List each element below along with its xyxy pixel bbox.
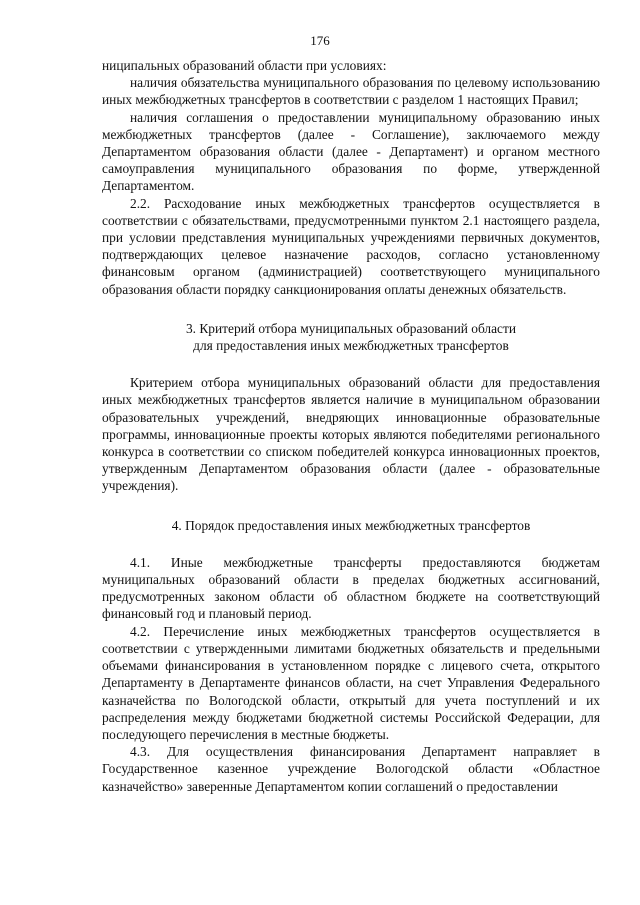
paragraph-4-3: 4.3. Для осуществления финансирования Департамент направляет в Государственное казенное учреждение Вологодской области «Областное казначейство» заверенные Департаментом копии соглашений о предоставлении [102,744,600,794]
section-gap [102,298,600,320]
paragraph-4-1: 4.1. Иные межбюджетные трансферты предоставляются бюджетам муниципальных образований области в пределах бюджетных ассигнований, предусмотренных законом области об областном бюджете на соответствующий финансовый год и плановый период. [102,554,600,622]
paragraph-condition-obligation: наличия обязательства муниципального образования по целевому использованию иных межбюджетных трансфертов в соответствии с разделом 1 настоящих Правил; [102,75,600,108]
section-gap [102,534,600,554]
paragraph-continuation: ниципальных образований области при условиях: [102,58,387,73]
paragraph-4-2: 4.2. Перечисление иных межбюджетных трансфертов осуществляется в соответствии с утвержденными лимитами бюджетных обязательств и предельными объемами финансирования в установленном порядке с лицевого счета, открытого Департаменту в Департаменте финансов области, на счет Управления Федерального казначейства по Вологодской области, открытый для учета поступлений и их распределения между бюджетами бюджетной системы Российской Федерации, для последующего перечисления в местные бюджеты. [102,623,600,742]
paragraph-condition-agreement: наличия соглашения о предоставлении муниципальному образованию иных межбюджетных трансфертов (далее - Соглашение), заключаемого между Департаментом образования области (далее - Департамент) и органом местного самоуправления муниципального образования по форме, утвержденной Департаментом. [102,109,600,194]
document-body [102,57,600,795]
section-gap [102,495,600,517]
section-3-heading-line-1: 3. Критерий отбора муниципальных образований области [185,320,517,336]
section-gap [102,354,600,374]
page-number: 176 [310,33,330,48]
section-3-paragraph: Критерием отбора муниципальных образований области для предоставления иных межбюджетных трансфертов является наличие в муниципальном образовании образовательных учреждений, внедряющих инновационные образовательные программы, инновационные проекты которых являются победителями регионального конкурса в соответствии со списком победителей конкурса инновационных проектов, утвержденным Департаментом образования области (далее - образовательные учреждения). [102,375,600,494]
section-4-heading: 4. Порядок предоставления иных межбюджетных трансфертов [171,517,531,533]
section-3-heading-line-2: для предоставления иных межбюджетных трансфертов [193,338,509,354]
paragraph-2-2: 2.2. Расходование иных межбюджетных трансфертов осуществляется в соответствии с обязательствами, предусмотренными пунктом 2.1 настоящего раздела, при условии представления муниципальных учреждениями первичных документов, подтверждающих целевое назначение расходов, согласно установленному финансовым органом (администрацией) соответствующего муниципального образования области порядку санкционирования оплаты денежных обязательств. [102,195,600,297]
